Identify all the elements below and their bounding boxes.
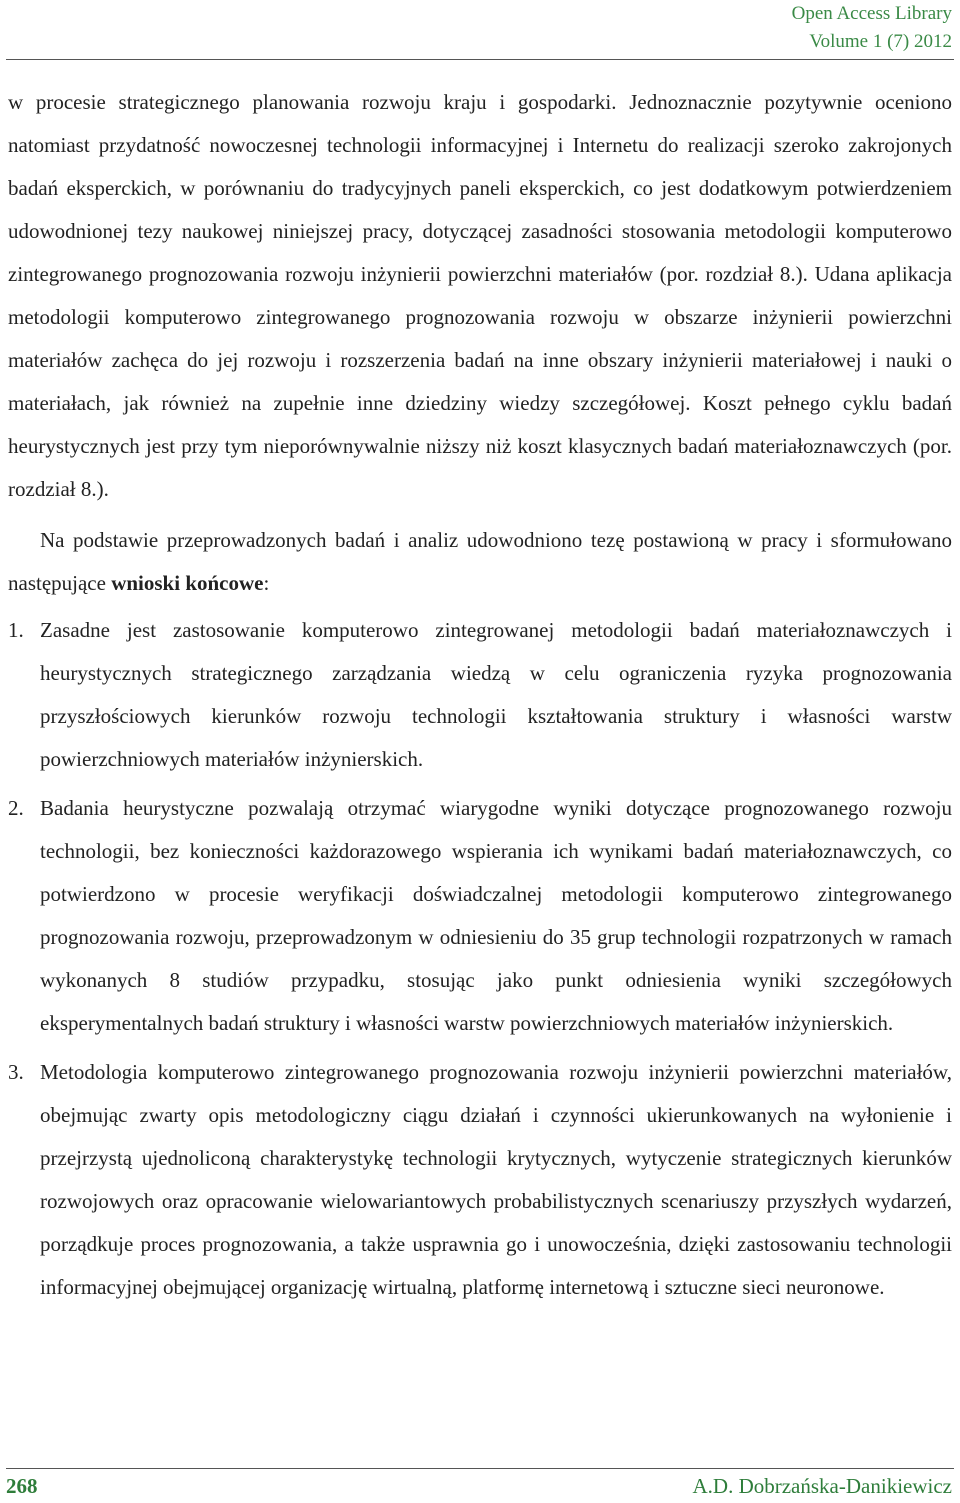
- conclusion-text: Zasadne jest zastosowanie komputerowo zintegrowanej metodologii badań materiałoznawczych i heurystycznych strategicznego zarządzania wiedzą w celu ograniczenia ryzyka prognozowania przyszłościowych kierunków rozwoju technologii kształtowania struktury i własności warstw powierzchniowych materiałów inżynierskich.: [40, 618, 952, 771]
- author-name: A.D. Dobrzańska-Danikiewicz: [692, 1474, 952, 1498]
- conclusion-text: Metodologia komputerowo zintegrowanego prognozowania rozwoju inżynierii powierzchni materiałów, obejmując zwarty opis metodologiczny ciągu działań i czynności ukierunkowanych na wyłonienie i przejrzystą ujednoliconą charakterystykę technologii krytycznych, wytyczenie strategicznych kierunków rozwojowych oraz opracowanie wielowariantowych probabilistycznych scenariuszy przyszłych wydarzeń, porządkuje proces prognozowania, a także usprawnia go i unowocześnia, dzięki zastosowaniu technologii informacyjnej obejmującej organizację wirtualną, platformę internetową i sztuczne sieci neuronowe.: [40, 1060, 952, 1299]
- conclusion-item: [8, 1051, 952, 1309]
- conclusion-item: [8, 787, 952, 1045]
- conclusion-text: Badania heurystyczne pozwalają otrzymać wiarygodne wyniki dotyczące prognozowanego rozwoju technologii, bez konieczności każdorazowego wspierania ich wynikami badań materiałoznawczych, co potwierdzono w procesie weryfikacji doświadczalnej metodologii komputerowo zintegrowanego prognozowania rozwoju, przeprowadzonym w odniesieniu do 35 grup technologii rozpatrzonych w ramach wykonanych 8 studiów przypadku, stosując jako punkt odniesienia wyniki szczegółowych eksperymentalnych badań struktury i własności warstw powierzchniowych materiałów inżynierskich.: [40, 796, 952, 1035]
- footer-rule: [6, 1468, 954, 1469]
- conclusions-heading: wnioski końcowe: [111, 571, 264, 595]
- page-number: 268: [6, 1474, 38, 1498]
- conclusions-list: [8, 609, 952, 1309]
- page-body: [8, 81, 952, 1315]
- conclusion-item: [8, 609, 952, 781]
- conclusions-intro: [8, 519, 952, 605]
- conclusion-number: 2.: [8, 796, 24, 820]
- page-footer: [6, 1471, 952, 1501]
- intro-colon: :: [263, 571, 270, 595]
- intro-text: Na podstawie przeprowadzonych badań i analiz udowodniono tezę postawioną w pracy i sformułowano następujące: [8, 528, 952, 595]
- header-rule: [6, 59, 954, 60]
- running-header: [792, 0, 952, 56]
- journal-name: Open Access Library: [791, 3, 952, 24]
- journal-volume: Volume 1 (7) 2012: [809, 31, 952, 52]
- conclusion-number: 1.: [8, 618, 24, 642]
- body-paragraph: w procesie strategicznego planowania rozwoju kraju i gospodarki. Jednoznacznie pozytywnie oceniono natomiast przydatność nowoczesnej technologii informacyjnej i Internetu do realizacji szeroko zakrojonych badań eksperckich, w porównaniu do tradycyjnych paneli eksperckich, co jest dodatkowym potwierdzeniem udowodnionej tezy naukowej niniejszej pracy, dotyczącej zasadności stosowania metodologii komputerowo zintegrowanego prognozowania rozwoju inżynierii powierzchni materiałów (por. rozdział 8.). Udana aplikacja metodologii komputerowo zintegrowanego prognozowania rozwoju w obszarze inżynierii powierzchni materiałów zachęca do jej rozwoju i rozszerzenia badań na inne obszary inżynierii materiałowej i nauki o materiałach, jak również na zupełnie inne dziedziny wiedzy szczegółowej. Koszt pełnego cyklu badań heurystycznych jest przy tym nieporównywalnie niższy niż koszt klasycznych badań materiałoznawczych (por. rozdział 8.).: [8, 90, 952, 501]
- conclusion-number: 3.: [8, 1060, 24, 1084]
